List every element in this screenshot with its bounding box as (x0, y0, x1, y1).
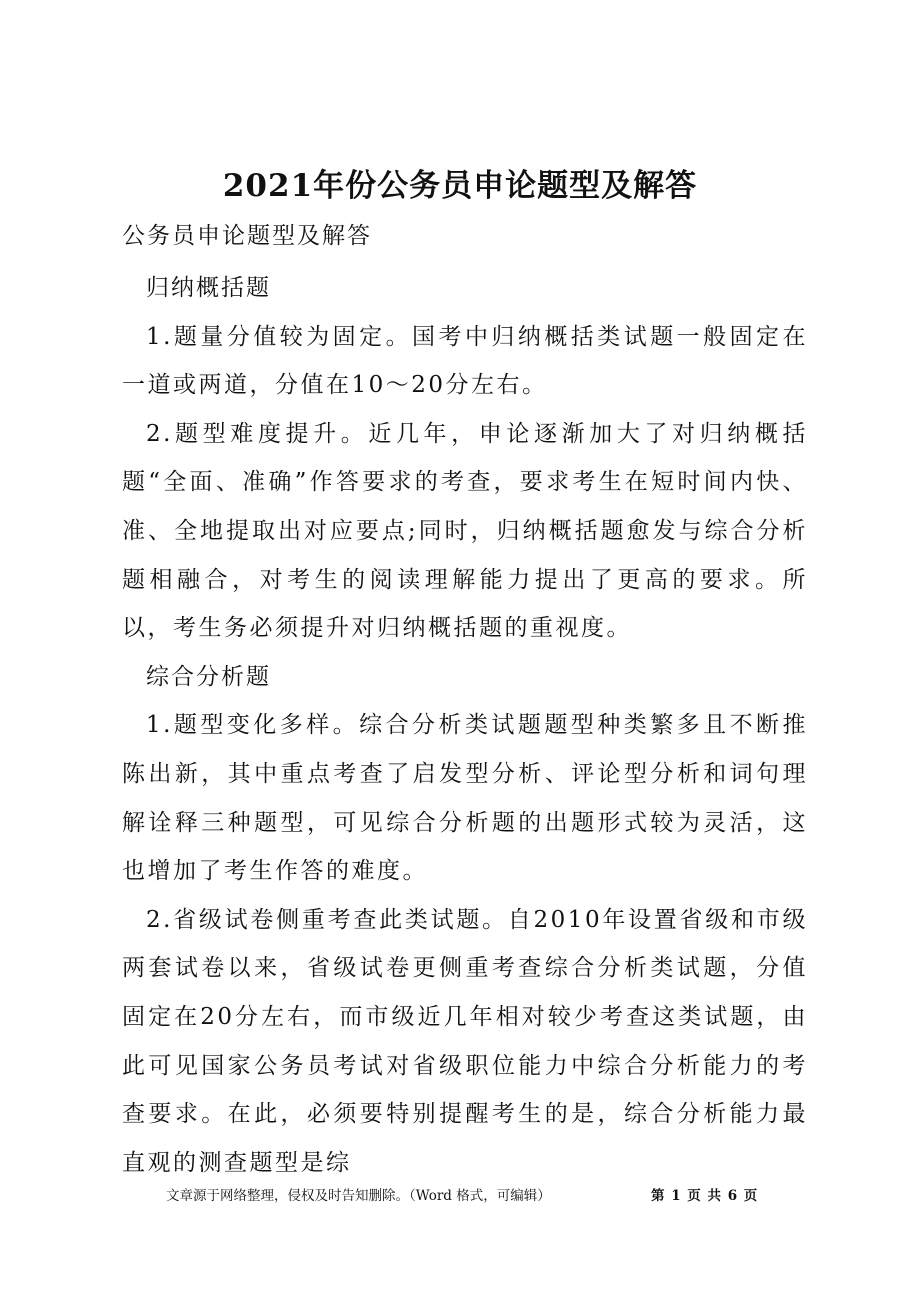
footer-note: 文章源于网络整理，侵权及时告知删除。（Word 格式，可编辑） (166, 1188, 551, 1204)
paragraph: 2.省级试卷侧重考查此类试题。自2010年设置省级和市级两套试卷以来，省级试卷更侧重考查综合分析类试题，分值固定在20分左右，而市级近几年相对较少考查这类试题，由此可见国家公务员考试对省级职位能力中综合分析能力的考查要求。在此，必须要特别提醒考生的是，综合分析能力最直观的测查题型是综 (122, 906, 808, 1176)
section-heading-summary: 归纳概括题 (146, 275, 271, 301)
paragraph: 1.题量分值较为固定。国考中归纳概括类试题一般固定在一道或两道，分值在10～20分左右。 (122, 323, 808, 399)
document-body (122, 264, 808, 1187)
document-subtitle: 公务员申论题型及解答 (122, 223, 372, 249)
page-number: 第 1 页 共 6 页 (651, 1188, 759, 1204)
document-title: 2021年份公务员申论题型及解答 (222, 168, 698, 204)
paragraph: 2.题型难度提升。近几年，申论逐渐加大了对归纳概括题“全面、准确”作答要求的考查，要求考生在短时间内快、准、全地提取出对应要点;同时，归纳概括题愈发与综合分析题相融合，对考生的阅读理解能力提出了更高的要求。所以，考生务必须提升对归纳概括题的重视度。 (122, 420, 808, 642)
paragraph: 1.题型变化多样。综合分析类试题题型种类繁多且不断推陈出新，其中重点考查了启发型分析、评论型分析和词句理解诠释三种题型，可见综合分析题的出题形式较为灵活，这也增加了考生作答的难度。 (122, 712, 808, 885)
section-heading-analysis: 综合分析题 (146, 663, 271, 690)
